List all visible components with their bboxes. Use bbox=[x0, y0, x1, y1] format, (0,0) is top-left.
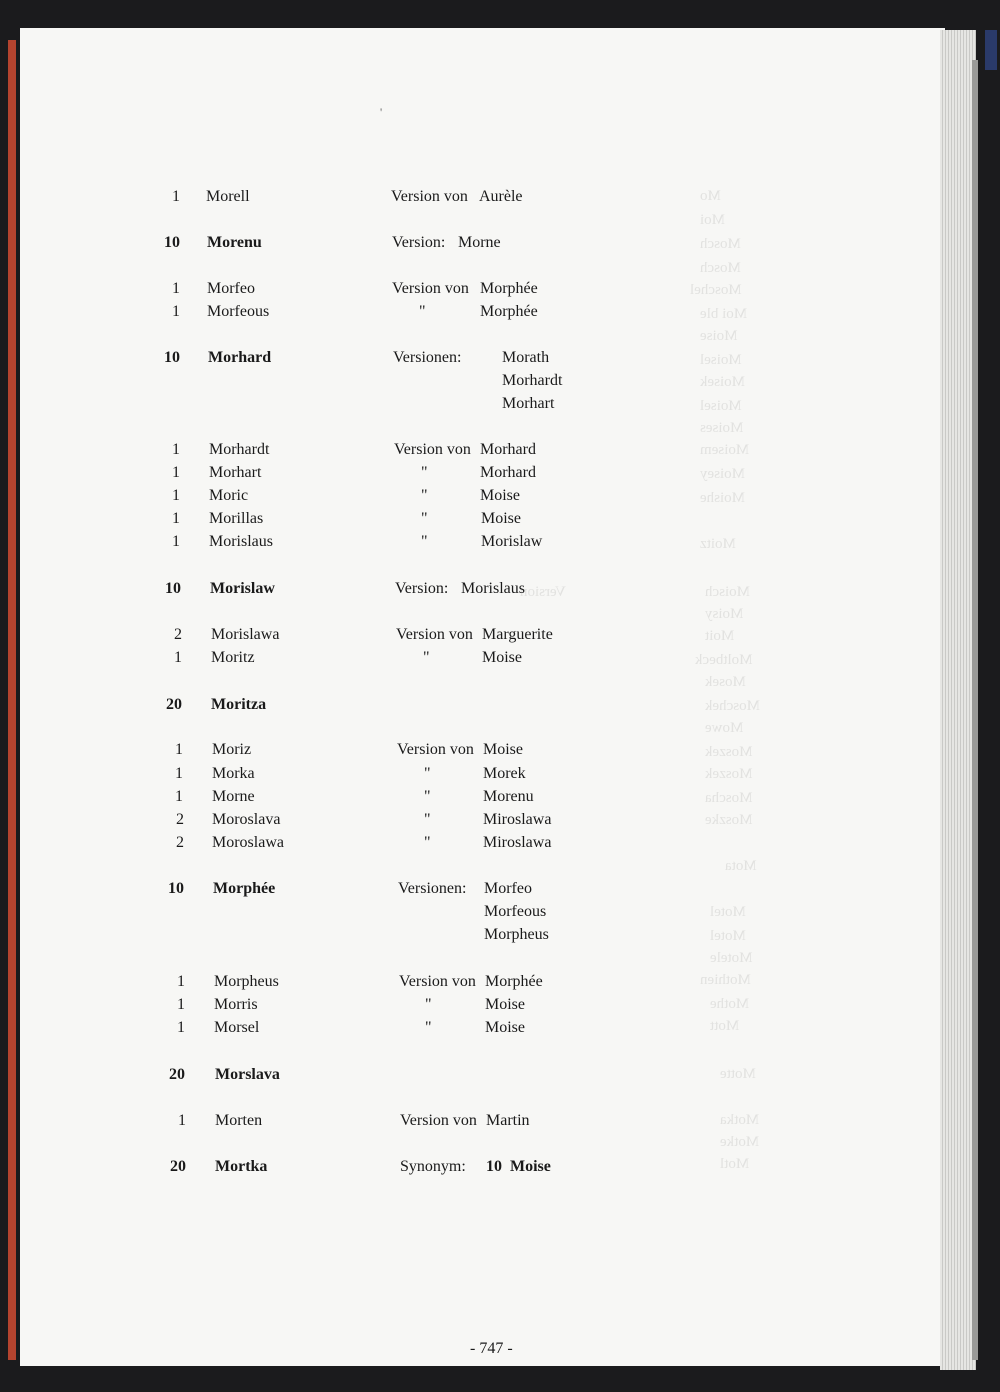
entry-name: Morenu bbox=[207, 234, 262, 251]
entry-count: 1 bbox=[172, 188, 180, 205]
printer-mark: ' bbox=[380, 105, 383, 119]
entry-reference: Morath bbox=[502, 349, 550, 366]
entry-count: 1 bbox=[178, 1112, 186, 1129]
entry-label: Versionen: bbox=[393, 349, 462, 366]
entry-count: 1 bbox=[172, 303, 180, 320]
entry-reference: Aurèle bbox=[479, 188, 523, 205]
entry-label: Version: bbox=[392, 234, 446, 251]
entry-name: Morillas bbox=[209, 510, 264, 527]
book-cover-edge bbox=[8, 40, 16, 1360]
entry-count: 10 bbox=[164, 234, 180, 251]
entry-reference: Morislaw bbox=[481, 533, 543, 550]
entry-reference: Moise bbox=[480, 487, 520, 504]
ditto-mark: " bbox=[424, 834, 431, 851]
entry-count: 1 bbox=[175, 741, 183, 758]
entry-count: 10 bbox=[168, 880, 184, 897]
entry-reference: Moise bbox=[482, 649, 522, 666]
entry-reference: Morfeo bbox=[484, 880, 532, 897]
show-through-text: Mo Moi Mosch Mosch Moschel Moi ble Moise Moisel Moisek Moisel Moises Moisem Moisey Moishe Moitz Version Moisch Moisy Moit Moltbeck Mosek Moschek Mowe Moszek Moszek Moscha Moszke Mota Motel Motel Motele Mothien Mothe Mott Motte Motka Motke Motl bbox=[520, 188, 760, 1172]
entry-count: 1 bbox=[172, 510, 180, 527]
entry-label: Version von bbox=[394, 441, 471, 458]
entry-count: 1 bbox=[172, 280, 180, 297]
ditto-mark: " bbox=[419, 303, 426, 320]
entry-reference: Miroslawa bbox=[483, 811, 552, 828]
entry-reference: Moise bbox=[481, 510, 521, 527]
entry-count: 1 bbox=[177, 1019, 185, 1036]
entry-reference: Morpheus bbox=[484, 926, 549, 943]
ditto-mark: " bbox=[425, 996, 432, 1013]
entry-reference: Morislaus bbox=[461, 580, 525, 597]
entry-label: Version von bbox=[392, 280, 469, 297]
entry-label: Version von bbox=[397, 741, 474, 758]
entry-name: Morhardt bbox=[209, 441, 270, 458]
entry-count: 2 bbox=[174, 626, 182, 643]
entry-name: Morislaus bbox=[209, 533, 273, 550]
entry-reference: Morhardt bbox=[502, 372, 563, 389]
entry-name: Morten bbox=[215, 1112, 263, 1129]
entry-label: Version von bbox=[391, 188, 468, 205]
entry-count: 1 bbox=[172, 487, 180, 504]
entry-name: Morell bbox=[206, 188, 250, 205]
entry-reference: Morhard bbox=[480, 464, 536, 481]
entry-name: Morislaw bbox=[210, 580, 275, 597]
entry-reference: Martin bbox=[486, 1112, 530, 1129]
entry-label: Version von bbox=[396, 626, 473, 643]
entry-name: Moriz bbox=[212, 741, 252, 758]
entry-count: 20 bbox=[170, 1158, 186, 1175]
entry-count: 1 bbox=[175, 788, 183, 805]
ditto-mark: " bbox=[421, 487, 428, 504]
entry-reference: Marguerite bbox=[482, 626, 553, 643]
entry-name: Morfeo bbox=[207, 280, 255, 297]
entry-reference: Morphée bbox=[480, 280, 538, 297]
entry-reference: Morne bbox=[458, 234, 501, 251]
entry-count: 1 bbox=[172, 464, 180, 481]
entry-label: Versionen: bbox=[398, 880, 467, 897]
entry-reference: Moise bbox=[485, 1019, 525, 1036]
entry-name: Morka bbox=[212, 765, 255, 782]
entry-count: 2 bbox=[176, 811, 184, 828]
entry-reference: Moise bbox=[483, 741, 523, 758]
entry-name: Morslava bbox=[215, 1066, 280, 1083]
entry-reference: Morhart bbox=[502, 395, 555, 412]
entry-name: Morpheus bbox=[214, 973, 279, 990]
entry-name: Morphée bbox=[213, 880, 276, 897]
entry-name: Moric bbox=[209, 487, 249, 504]
entry-count: 1 bbox=[175, 765, 183, 782]
entry-name: Morris bbox=[214, 996, 258, 1013]
entry-count: 1 bbox=[174, 649, 182, 666]
entry-count: 2 bbox=[176, 834, 184, 851]
entry-name: Moroslava bbox=[212, 811, 281, 828]
entry-reference: Morphée bbox=[485, 973, 543, 990]
ditto-mark: " bbox=[421, 533, 428, 550]
page-stack-edges bbox=[940, 30, 976, 1370]
entry-label: Version von bbox=[399, 973, 476, 990]
entry-name: Morhart bbox=[209, 464, 262, 481]
entry-reference: Miroslawa bbox=[483, 834, 552, 851]
entry-label: Version von bbox=[400, 1112, 477, 1129]
entry-name: Moritz bbox=[211, 649, 255, 666]
ditto-mark: " bbox=[424, 788, 431, 805]
entry-name: Morsel bbox=[214, 1019, 260, 1036]
entry-reference: Morenu bbox=[483, 788, 534, 805]
entry-count: 1 bbox=[172, 441, 180, 458]
ditto-mark: " bbox=[421, 464, 428, 481]
entry-name: Morislawa bbox=[211, 626, 280, 643]
entry-reference: 10 Moise bbox=[486, 1158, 551, 1175]
entry-name: Morhard bbox=[208, 349, 272, 366]
entry-name: Mortka bbox=[215, 1158, 268, 1175]
entry-name: Morne bbox=[212, 788, 255, 805]
entry-reference: Morfeous bbox=[484, 903, 547, 920]
entry-name: Moroslawa bbox=[212, 834, 284, 851]
entry-reference: Morphée bbox=[480, 303, 538, 320]
ditto-mark: " bbox=[424, 811, 431, 828]
entry-count: 1 bbox=[177, 996, 185, 1013]
entry-label: Synonym: bbox=[400, 1158, 466, 1175]
ditto-mark: " bbox=[424, 765, 431, 782]
ditto-mark: " bbox=[423, 649, 430, 666]
bookmark-tab bbox=[985, 30, 997, 70]
page-stack-shadow bbox=[972, 60, 978, 1360]
entry-count: 10 bbox=[164, 349, 180, 366]
entry-count: 10 bbox=[165, 580, 181, 597]
ditto-mark: " bbox=[425, 1019, 432, 1036]
entry-name: Moritza bbox=[211, 696, 267, 713]
entry-count: 1 bbox=[177, 973, 185, 990]
entry-reference: Moise bbox=[485, 996, 525, 1013]
entry-reference: Morhard bbox=[480, 441, 536, 458]
entry-name: Morfeous bbox=[207, 303, 270, 320]
entry-reference: Morek bbox=[483, 765, 526, 782]
entry-count: 20 bbox=[169, 1066, 185, 1083]
entry-count: 1 bbox=[172, 533, 180, 550]
page-number: - 747 - bbox=[470, 1340, 513, 1357]
entry-count: 20 bbox=[166, 696, 182, 713]
ditto-mark: " bbox=[421, 510, 428, 527]
entry-label: Version: bbox=[395, 580, 449, 597]
